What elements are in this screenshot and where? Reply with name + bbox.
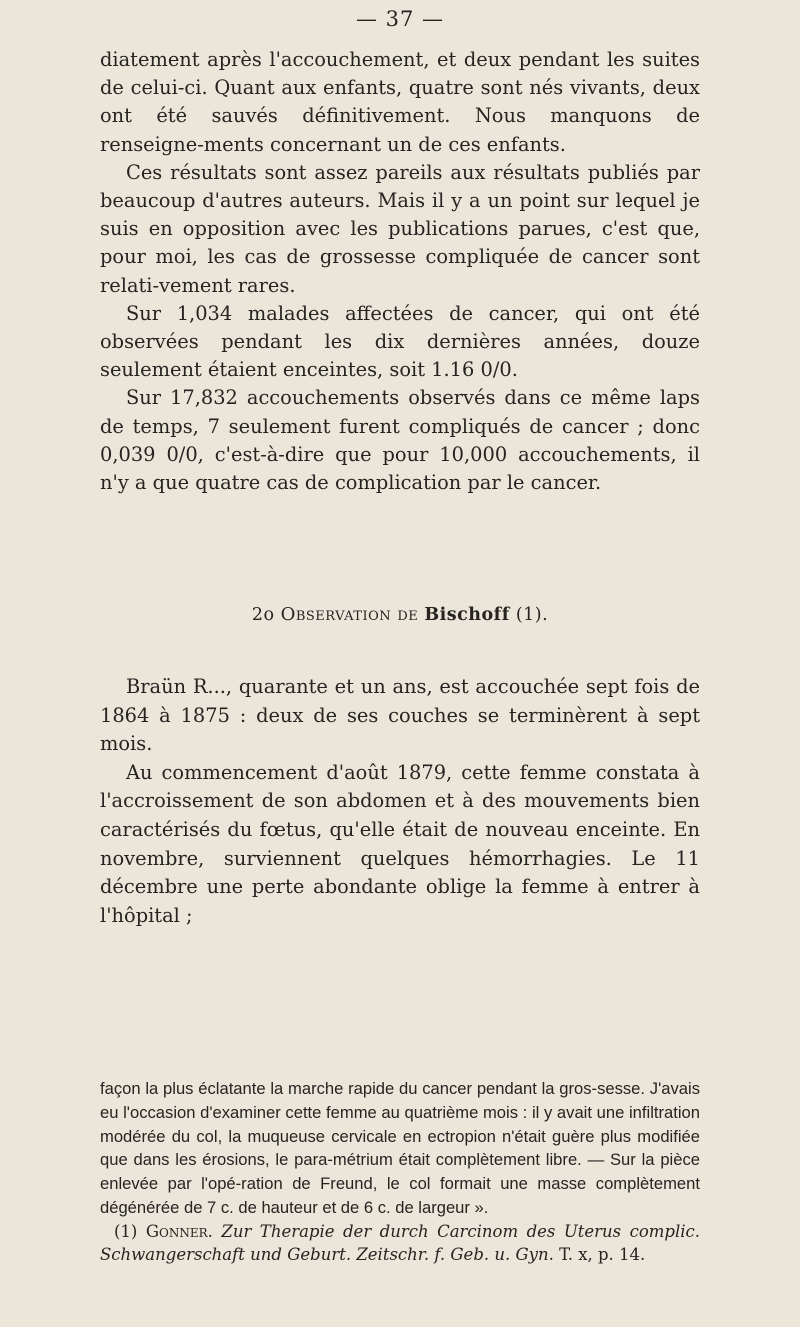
heading-name: Bischoff	[424, 605, 510, 625]
heading-note-ref: (1).	[515, 605, 549, 625]
section-heading	[100, 604, 700, 625]
footnote-title: Zur Therapie der durch Carcinom des Uterus complic. Schwangerschaft und Geburt. Zeitschr. f. Geb. u. Gyn.	[100, 1222, 701, 1265]
quoted-paragraph: façon la plus éclatante la marche rapide du cancer pendant la gros-sesse. J'avais eu l'occasion d'examiner cette femme au quatrième mois : il y avait une infiltration modérée du col, la muqueuse cervicale en ectropion n'était guère plus modifiée que dans les érosions, le para-métrium était complètement libre. — Sur la pièce enlevée par l'opé-ration de Freund, le col formait une masse complètement dégénérée de 7 c. de hauteur et de 6 c. de largeur ».	[100, 1079, 700, 1217]
paragraph-2: Ces résultats sont assez pareils aux résultats publiés par beaucoup d'autres auteurs. Mais il y a un point sur lequel je suis en opposition avec les publications parues, c'est que, pour moi, les cas de grossesse compliquée de cancer sont relati-vement rares.	[100, 160, 700, 297]
observation-text	[100, 673, 700, 930]
quoted-text	[100, 1077, 700, 1220]
footnote-marker: (1)	[114, 1222, 138, 1241]
page-number: — 37 —	[355, 7, 445, 31]
observation-paragraph-1: Braün R..., quarante et un ans, est accouchée sept fois de 1864 à 1875 : deux de ses couches se terminèrent à sept mois.	[100, 675, 700, 756]
heading-label: Observation de	[280, 604, 419, 625]
footnote-author: Gonner.	[145, 1222, 213, 1241]
paragraph-3: Sur 1,034 malades affectées de cancer, qui ont été observées pendant les dix dernières années, douze seulement étaient enceintes, soit 1.16 0/0.	[100, 301, 700, 382]
heading-number: 2o	[251, 605, 275, 625]
footnote-reference: T. x, p. 14.	[559, 1245, 646, 1265]
footnote	[100, 1220, 700, 1266]
paragraph-1: diatement après l'accouchement, et deux pendant les suites de celui-ci. Quant aux enfants, quatre sont nés vivants, deux ont été sauvés définitivement. Nous manquons de renseigne-ments concernant un de ces enfants.	[100, 48, 700, 156]
observation-paragraph-2: Au commencement d'août 1879, cette femme constata à l'accroissement de son abdomen et à des mouvements bien caractérisés du fœtus, qu'elle était de nouveau enceinte. En novembre, surviennent quelques hémorrhagies. Le 11 décembre une perte abondante oblige la femme à entrer à l'hôpital ;	[100, 760, 700, 927]
main-text	[100, 46, 700, 497]
paragraph-4: Sur 17,832 accouchements observés dans ce même laps de temps, 7 seulement furent compliqués de cancer ; donc 0,039 0/0, c'est-à-dire que pour 10,000 accouchements, il n'y a que quatre cas de complication par le cancer.	[100, 386, 700, 495]
